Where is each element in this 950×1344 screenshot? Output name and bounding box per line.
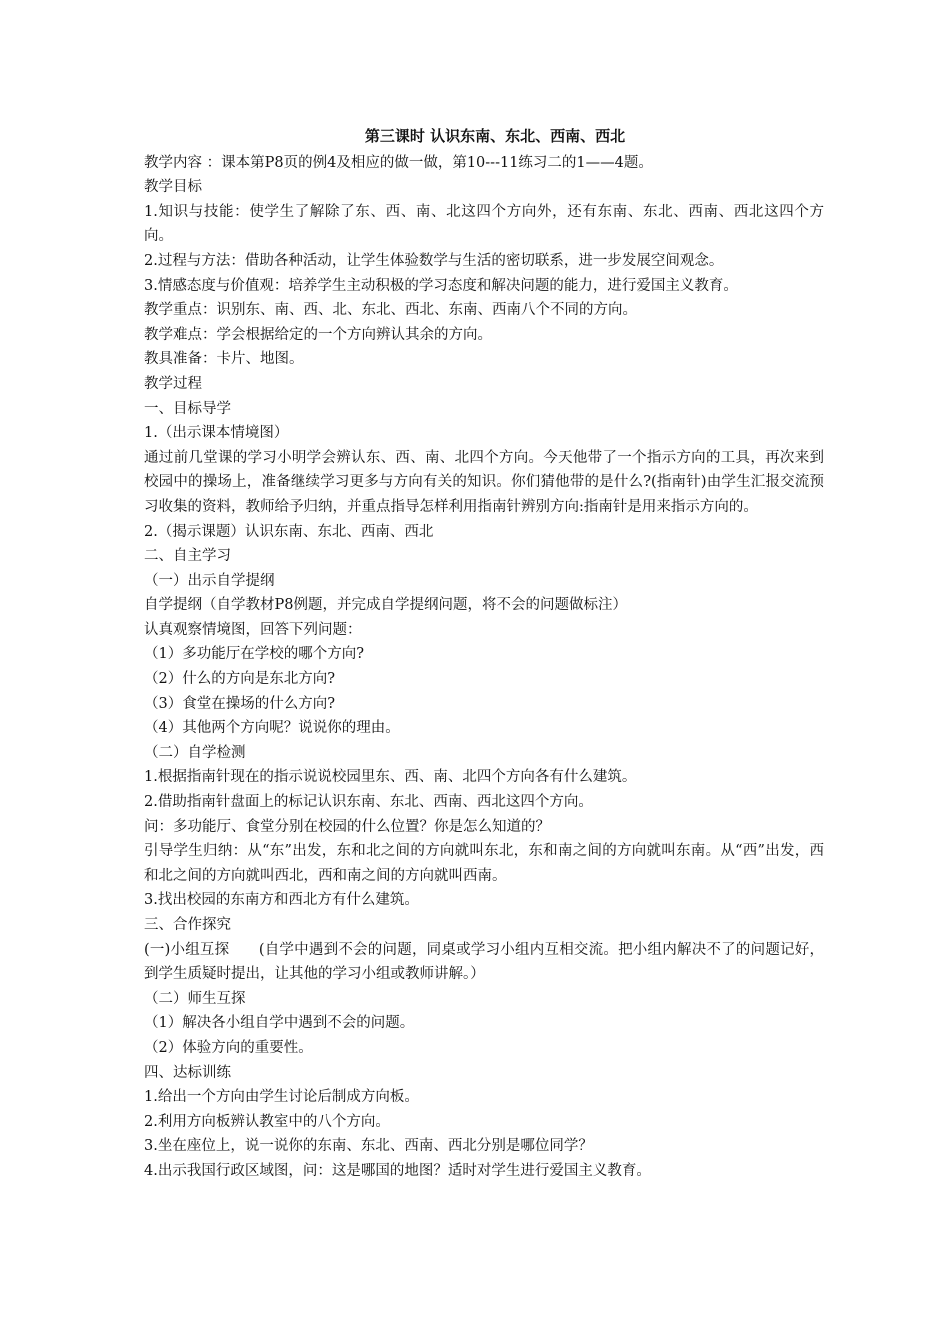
lesson-plan-body xyxy=(144,124,824,1184)
section2-check3: 3.找出校园的东南方和西北方有什么建筑。 xyxy=(144,892,419,909)
goal-attitude-values: 3.情感态度与价值观：培养学生主动积极的学习态度和解决问题的能力，进行爱国主义教育。 xyxy=(144,277,738,294)
section2-question2: （2）什么的方向是东北方向? xyxy=(144,671,335,688)
section2-guide: 引导学生归纳：从“东”出发，东和北之间的方向就叫东北，东和南之间的方向就叫东南。从“西”出发，西和北之间的方向就叫西北，西和南之间的方向就叫西南。 xyxy=(144,843,824,884)
section3-heading: 三、合作探究 xyxy=(144,917,231,933)
section1-item2: 2.（揭示课题）认识东南、东北、西南、西北 xyxy=(144,523,434,540)
section2-sub1: （一）出示自学提纲 xyxy=(144,572,275,589)
section4-item1: 1.给出一个方向由学生讨论后制成方向板。 xyxy=(144,1089,419,1106)
lesson-title: 第三课时 认识东南、东北、西南、西北 xyxy=(364,127,626,145)
section3-sub2: （二）师生互探 xyxy=(144,990,246,1007)
section1-heading: 一、目标导学 xyxy=(144,400,231,417)
section3-item2: （2）体验方向的重要性。 xyxy=(144,1039,313,1056)
section2-ask: 问：多功能厅、食堂分别在校园的什么位置？你是怎么知道的？ xyxy=(144,818,550,835)
goal-knowledge-skills: 1.知识与技能：使学生了解除了东、西、南、北这四个方向外，还有东南、东北、西南、西北这四个方向。 xyxy=(144,203,824,245)
section4-item4: 4.出示我国行政区域图，问：这是哪国的地图？适时对学生进行爱国主义教育。 xyxy=(144,1162,651,1179)
goals-heading: 教学目标 xyxy=(144,179,202,196)
section4-item2: 2.利用方向板辨认教室中的八个方向。 xyxy=(144,1113,390,1130)
section1-paragraph: 通过前几堂课的学习小明学会辨认东、西、南、北四个方向。今天他带了一个指示方向的工具，再次来到校园中的操场上，准备继续学习更多与方向有关的知识。你们猜他带的是什么?(指南针)由学生汇报交流预习收集的资料，教师给予归纳，并重点指导怎样利用指南针辨别方向:指南针是用来指示方向的。 xyxy=(144,449,824,515)
teaching-difficulty: 教学难点：学会根据给定的一个方向辨认其余的方向。 xyxy=(144,326,492,343)
section2-question3: （3）食堂在操场的什么方向? xyxy=(144,695,335,712)
section4-heading: 四、达标训练 xyxy=(144,1064,231,1081)
section2-heading: 二、自主学习 xyxy=(144,548,231,565)
section2-question1: （1）多功能厅在学校的哪个方向? xyxy=(144,646,364,663)
goal-process-method: 2.过程与方法：借助各种活动，让学生体验数学与生活的密切联系，进一步发展空间观念。 xyxy=(144,252,724,269)
section1-item1: 1.（出示课本情境图） xyxy=(144,425,289,442)
section3-sub1: (一)小组互探 (自学中遇到不会的问题，同桌或学习小组内互相交流。把小组内解决不了的问题记好，到学生质疑时提出，让其他的学习小组或教师讲解。） xyxy=(144,941,824,983)
section2-check1: 1.根据指南针现在的指示说说校园里东、西、南、北四个方向各有什么建筑。 xyxy=(144,769,637,786)
section4-item3: 3.坐在座位上，说一说你的东南、东北、西南、西北分别是哪位同学？ xyxy=(144,1138,593,1155)
process-heading: 教学过程 xyxy=(144,375,202,392)
section2-outline: 自学提纲（自学教材P8例题，并完成自学提纲问题，将不会的问题做标注） xyxy=(144,597,627,614)
section2-check2: 2.借助指南针盘面上的标记认识东南、东北、西南、西北这四个方向。 xyxy=(144,794,593,811)
teaching-content: 教学内容 ：课本第P8页的例4及相应的做一做，第10---11练习二的1——4题。 xyxy=(144,154,653,171)
section2-observe: 认真观察情境图，回答下列问题： xyxy=(144,621,362,638)
section2-question4: （4）其他两个方向呢？说说你的理由。 xyxy=(144,720,400,737)
section2-sub2: （二）自学检测 xyxy=(144,744,246,761)
teaching-key-point: 教学重点：识别东、南、西、北、东北、西北、东南、西南八个不同的方向。 xyxy=(144,302,637,319)
section3-item1: （1）解决各小组自学中遇到不会的问题。 xyxy=(144,1015,415,1032)
teaching-materials: 教具准备：卡片、地图。 xyxy=(144,351,304,368)
